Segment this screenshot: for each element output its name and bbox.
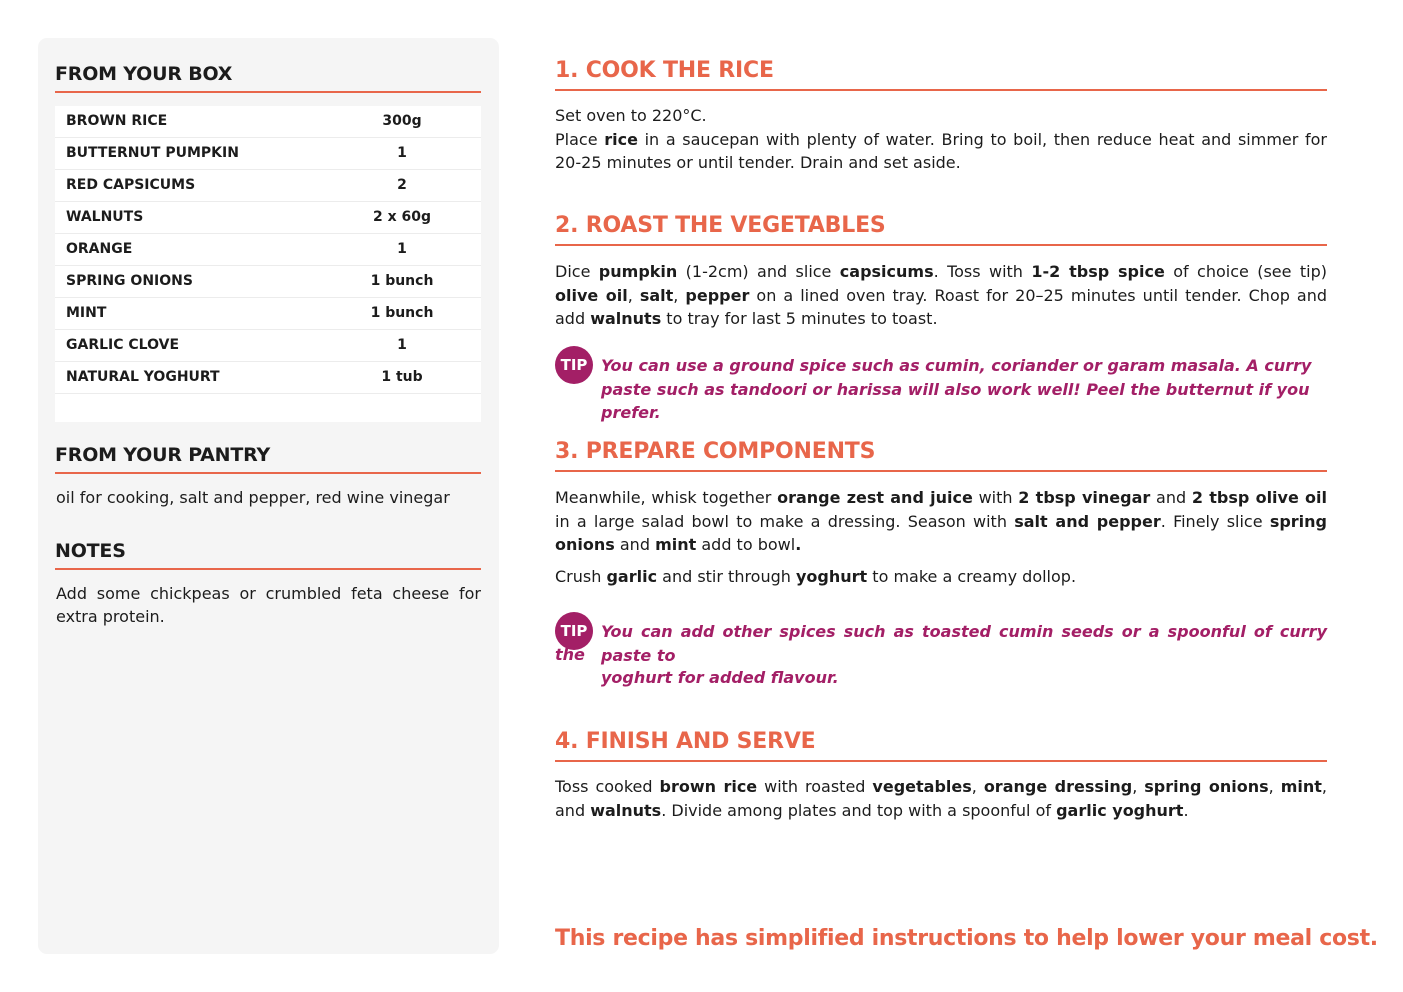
ingredient-row bbox=[55, 266, 481, 298]
bold-ingredient: olive oil bbox=[555, 285, 628, 305]
ingredient-name: BUTTERNUT PUMPKIN bbox=[66, 145, 239, 161]
bold-ingredient: salt bbox=[639, 285, 674, 305]
bold-ingredient: 1-2 tbsp spice bbox=[1031, 262, 1165, 281]
step-1-text bbox=[555, 104, 1327, 175]
bold-ingredient: 2 tbsp vinegar bbox=[1018, 488, 1151, 507]
bold-ingredient: orange zest and juice bbox=[777, 488, 973, 507]
ingredients-table bbox=[55, 106, 481, 422]
ingredient-quantity: 1 tub bbox=[381, 369, 423, 385]
notes-text: Add some chickpeas or crumbled feta cheese for extra protein. bbox=[56, 584, 481, 626]
ingredient-quantity: 1 bunch bbox=[370, 273, 434, 289]
pantry-text: oil for cooking, salt and pepper, red wine vinegar bbox=[56, 488, 450, 507]
from-your-pantry-heading: FROM YOUR PANTRY bbox=[55, 444, 481, 474]
step-4-text: Toss cooked brown rice with roasted vegetables, orange dressing, spring onions, mint, and walnuts. Divide among plates and top with a spoonful of garlic yoghurt. bbox=[555, 777, 1328, 820]
bold-ingredient: spring onions bbox=[555, 511, 1328, 554]
tip-text-step-3-line-1: You can add other spices such as toasted cumin seeds or a spoonful of curry paste to bbox=[601, 622, 1327, 665]
ingredient-quantity: 1 bbox=[397, 241, 407, 257]
tip-badge-step-3: TIP bbox=[555, 612, 593, 650]
from-your-box-heading: FROM YOUR BOX bbox=[55, 63, 481, 93]
ingredient-quantity: 300g bbox=[382, 113, 422, 129]
step-4-heading: 4. FINISH AND SERVE bbox=[555, 729, 1327, 762]
bold-ingredient: . bbox=[795, 535, 802, 554]
bold-ingredient: rice bbox=[604, 129, 638, 149]
tip-badge-step-2: TIP bbox=[555, 346, 593, 384]
ingredient-row bbox=[55, 138, 481, 170]
bold-ingredient: walnuts bbox=[590, 309, 662, 328]
ingredient-name: SPRING ONIONS bbox=[66, 273, 193, 289]
bold-ingredient: 2 tbsp olive oil bbox=[1191, 488, 1328, 507]
step-1-oven-line: Set oven to 220°C. bbox=[555, 106, 707, 125]
step-1-heading: 1. COOK THE RICE bbox=[555, 58, 1327, 91]
step-1-body: Place rice in a saucepan with plenty of water. Bring to boil, then reduce heat and simmer for 20-25 minutes or until tender. Drain and set aside. bbox=[555, 129, 1327, 172]
bold-ingredient: pepper bbox=[685, 285, 750, 305]
ingredient-name: BROWN RICE bbox=[66, 113, 168, 129]
bold-ingredient: mint bbox=[1280, 777, 1322, 796]
ingredient-row bbox=[55, 362, 481, 394]
ingredient-row bbox=[55, 234, 481, 266]
ingredient-row bbox=[55, 170, 481, 202]
ingredient-name: GARLIC CLOVE bbox=[66, 337, 180, 353]
tip-text-step-2: You can use a ground spice such as cumin, coriander or garam masala. A curry paste such as tandoori or harissa will also work well! Peel the butternut if you prefer. bbox=[601, 356, 1312, 422]
ingredient-name: NATURAL YOGHURT bbox=[66, 369, 220, 385]
step-2-heading: 2. ROAST THE VEGETABLES bbox=[555, 213, 1327, 246]
step-3-heading: 3. PREPARE COMPONENTS bbox=[555, 439, 1327, 472]
bold-ingredient: vegetables bbox=[872, 777, 972, 796]
ingredient-quantity: 1 bbox=[397, 145, 407, 161]
ingredient-name: WALNUTS bbox=[66, 209, 144, 225]
bold-ingredient: salt and pepper bbox=[1014, 511, 1161, 531]
step-3-text: Meanwhile, whisk together orange zest and juice with 2 tbsp vinegar and 2 tbsp olive oil in a large salad bowl to make a dressing. Season with salt and pepper. Finely slice spring onions and mint add to bowl. bbox=[555, 488, 1328, 554]
ingredient-name: RED CAPSICUMS bbox=[66, 177, 196, 193]
bold-ingredient: yoghurt bbox=[796, 567, 868, 586]
bold-ingredient: orange dressing bbox=[983, 777, 1133, 796]
ingredient-name: ORANGE bbox=[66, 241, 133, 257]
bold-ingredient: brown rice bbox=[659, 777, 758, 796]
bold-ingredient: garlic yoghurt bbox=[1056, 800, 1184, 820]
ingredient-quantity: 2 x 60g bbox=[372, 209, 432, 225]
ingredient-quantity: 2 bbox=[397, 177, 407, 193]
bold-ingredient: walnuts bbox=[590, 800, 662, 820]
tip-text-step-3-line-3: yoghurt for added flavour. bbox=[601, 668, 839, 687]
ingredient-name: MINT bbox=[66, 305, 107, 321]
bold-ingredient: spring onions bbox=[1144, 777, 1269, 796]
simplified-recipe-note: This recipe has simplified instructions to help lower your meal cost. bbox=[555, 926, 1378, 951]
bold-ingredient: mint bbox=[655, 535, 697, 554]
notes-heading: NOTES bbox=[55, 540, 481, 570]
tip-text-step-3-line-2: the bbox=[555, 645, 585, 664]
bold-ingredient: capsicums bbox=[839, 262, 934, 281]
ingredient-quantity: 1 bbox=[397, 337, 407, 353]
ingredients-panel bbox=[38, 38, 499, 954]
step-2-text: Dice pumpkin (1-2cm) and slice capsicums. Toss with 1-2 tbsp spice of choice (see tip) olive oil, salt, pepper on a lined oven tray. Roast for 20–25 minutes until tender. Chop and add walnuts to tray for last 5 minutes to toast. bbox=[555, 262, 1328, 328]
ingredient-row bbox=[55, 106, 481, 138]
ingredient-row bbox=[55, 202, 481, 234]
ingredient-row bbox=[55, 298, 481, 330]
ingredient-quantity: 1 bunch bbox=[370, 305, 434, 321]
bold-ingredient: garlic bbox=[606, 567, 658, 586]
step-3-text-2: Crush garlic and stir through yoghurt to make a creamy dollop. bbox=[555, 567, 1077, 586]
bold-ingredient: pumpkin bbox=[598, 262, 678, 281]
ingredient-row bbox=[55, 330, 481, 362]
